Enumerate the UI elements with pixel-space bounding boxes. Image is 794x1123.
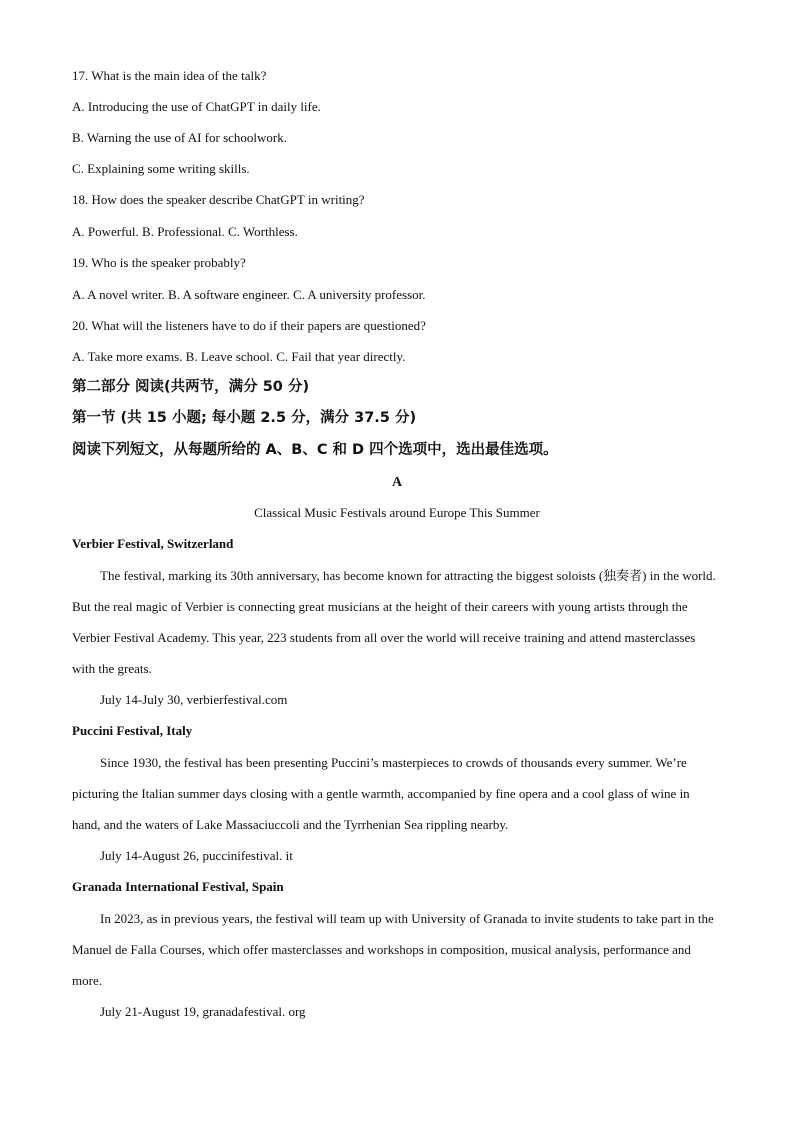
question-17-option-a: A. Introducing the use of ChatGPT in daily life. (72, 99, 321, 114)
question-17-option-b: B. Warning the use of AI for schoolwork. (72, 130, 287, 145)
question-20-stem: 20. What will the listeners have to do if their papers are questioned? (72, 318, 426, 333)
reading-instruction: 阅读下列短文，从每题所给的 A、B、C 和 D 四个选项中，选出最佳选项。 (72, 442, 558, 458)
festival-body-verbier: The festival, marking its 30th anniversary, has become known for attracting the biggest soloists (独奏者) in the world. But the real magic of Verbier is connecting great musicians at the height of their careers with young artists through the Verbier Festival Academy. This year, 223 students from all over the world will receive training and attend masterclasses with the greats. (72, 568, 716, 676)
festival-info-verbier: July 14-July 30, verbierfestival.com (100, 692, 288, 707)
festival-body-granada: In 2023, as in previous years, the festival will team up with University of Granada to invite students to take part in the Manuel de Falla Courses, which offer masterclasses and workshops in composition, musical analysis, performance and more. (72, 911, 714, 988)
question-20-options: A. Take more exams. B. Leave school. C. Fail that year directly. (72, 349, 406, 364)
festival-heading-verbier: Verbier Festival, Switzerland (72, 536, 234, 551)
question-19-stem: 19. Who is the speaker probably? (72, 255, 246, 270)
question-18-options: A. Powerful. B. Professional. C. Worthless. (72, 224, 298, 239)
part-two-title: 第二部分 阅读(共两节，满分 50 分) (72, 379, 310, 395)
passage-letter: A (391, 475, 403, 490)
question-18-stem: 18. How does the speaker describe ChatGPT in writing? (72, 192, 365, 207)
question-17-option-c: C. Explaining some writing skills. (72, 161, 250, 176)
passage-title: Classical Music Festivals around Europe This Summer (254, 505, 540, 520)
festival-info-granada: July 21-August 19, granadafestival. org (100, 1004, 306, 1019)
festival-body-puccini: Since 1930, the festival has been presenting Puccini’s masterpieces to crowds of thousands every summer. We’re picturing the Italian summer days closing with a gentle warmth, accompanied by fine opera and a cool glass of wine in hand, and the waters of Lake Massaciuccoli and the Tyrrhenian Sea rippling nearby. (72, 755, 690, 832)
section-one-title: 第一节 (共 15 小题; 每小题 2.5 分，满分 37.5 分) (72, 410, 417, 426)
festival-info-puccini: July 14-August 26, puccinifestival. it (100, 848, 293, 863)
festival-heading-granada: Granada International Festival, Spain (72, 879, 284, 894)
question-17-stem: 17. What is the main idea of the talk? (72, 68, 267, 83)
festival-heading-puccini: Puccini Festival, Italy (72, 723, 193, 738)
question-19-options: A. A novel writer. B. A software engineer. C. A university professor. (72, 287, 426, 302)
